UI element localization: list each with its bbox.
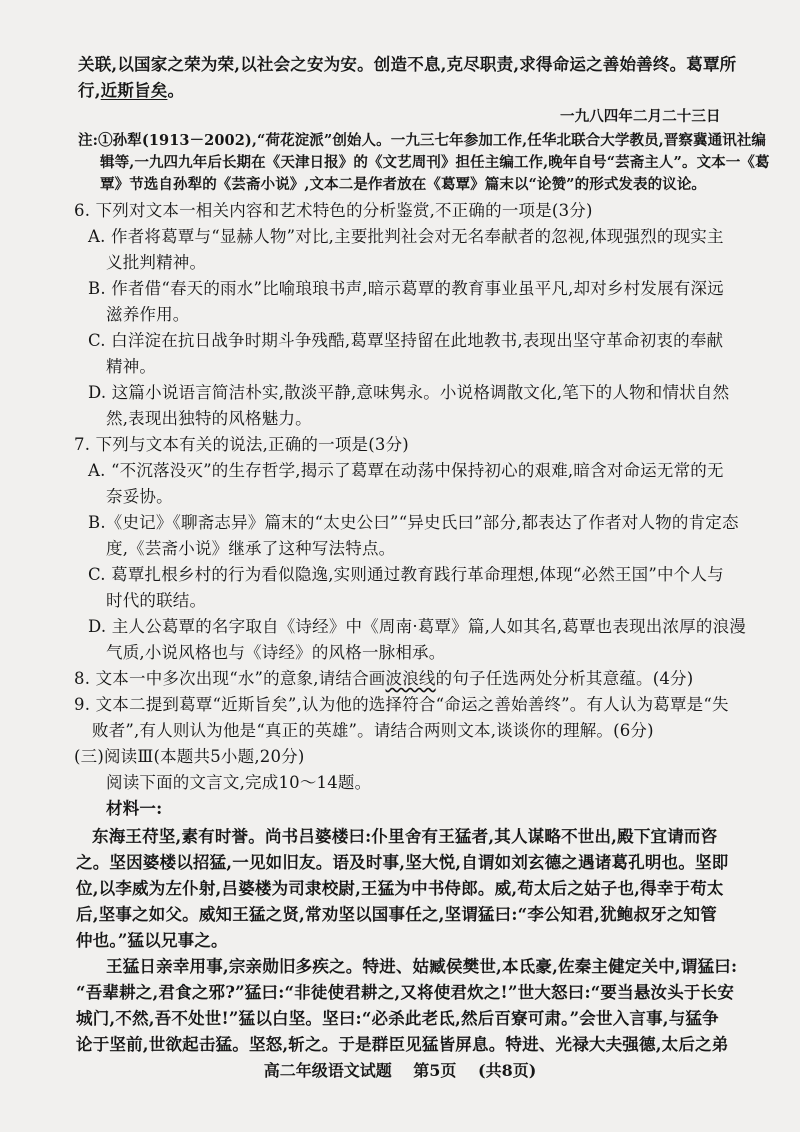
passage-line: 关联,以国家之荣为荣,以社会之安为安。创造不息,克尽职责,求得命运之善始善终。葛覃所 <box>78 55 737 74</box>
footer-title: 高二年级语文试题 <box>263 1061 392 1080</box>
question-9: 9. 文本二提到葛覃“近斯旨矣”,认为他的选择符合“命运之善始善终”。有人认为葛覃是“失 <box>74 695 729 714</box>
underlined-phrase: 近斯旨矣 <box>100 81 168 100</box>
q7-option-c: C. 葛覃扎根乡村的行为看似隐逸,实则通过教育践行革命理想,体现“必然王国”中个人与 <box>88 565 724 584</box>
q8-text: 的句子任选两处分析其意蕴。(4分) <box>435 669 694 688</box>
q6-option-a-cont: 义批判精神。 <box>106 253 207 272</box>
q6-option-b-cont: 滋养作用。 <box>106 305 190 324</box>
question-6-stem: 6. 下列对文本一相关内容和艺术特色的分析鉴赏,不正确的一项是(3分) <box>74 201 593 220</box>
classical-text-line: 位,以李威为左仆射,吕婆楼为司隶校尉,王猛为中书侍郎。威,苟太后之姑子也,得幸于苟太 <box>76 879 724 898</box>
classical-text-line: 论于坚前,世欲起击猛。坚怒,斩之。于是群臣见猛皆屏息。特进、光禄大夫强德,太后之弟 <box>76 1035 729 1054</box>
q7-option-c-cont: 时代的联结。 <box>106 591 207 610</box>
q7-option-b: B.《史记》《聊斋志异》篇末的“太史公曰”“异史氏曰”部分,都表达了作者对人物的肯定态 <box>88 513 739 532</box>
note-line: 覃》节选自孙犁的《芸斋小说》,文本二是作者放在《葛覃》篇末以“论赞”的形式发表的议论。 <box>100 176 707 193</box>
question-8 <box>74 668 693 690</box>
note-line <box>78 130 766 152</box>
q6-option-a: A. 作者将葛覃与“显赫人物”对比,主要批判社会对无名奉献者的忽视,体现强烈的现实主 <box>88 227 724 246</box>
material-label: 材料一: <box>106 799 163 818</box>
q7-option-a-cont: 奈妥协。 <box>106 487 173 506</box>
q7-option-d: D. 主人公葛覃的名字取自《诗经》中《周南·葛覃》篇,人如其名,葛覃也表现出浓厚的浪漫 <box>88 617 746 636</box>
footer-total-pages: (共8页) <box>478 1061 537 1080</box>
classical-text-line: 之。坚因婆楼以招猛,一见如旧友。语及时事,坚大悦,自谓如刘玄德之遇诸葛孔明也。坚即 <box>76 853 729 872</box>
q7-option-b-cont: 度,《芸斋小说》继承了这种写法特点。 <box>106 539 396 558</box>
classical-text-line: 后,坚事之如父。威知王猛之贤,常劝坚以国事任之,坚谓猛曰:“李公知君,犹鲍叔牙之知管 <box>76 905 717 924</box>
wavy-underline-word: 波浪线 <box>385 669 436 688</box>
classical-text-line: “吾辈耕之,君食之邪?”猛曰:“非徒使君耕之,又将使君炊之!”世大怒曰:“要当悬汝头于长安 <box>76 983 735 1002</box>
note-line: 辑等,一九四九年后长期在《天津日报》的《文艺周刊》担任主编工作,晚年自号“芸斋主人”。文本一《葛 <box>100 154 770 171</box>
section-heading: (三)阅读Ⅲ(本题共5小题,20分) <box>74 747 305 766</box>
classical-text-line: 东海王苻坚,素有时誉。尚书吕婆楼曰:仆里舍有王猛者,其人谋略不世出,殿下宜请而咨 <box>92 827 718 846</box>
classical-text-line: 仲也。”猛以兄事之。 <box>76 931 228 950</box>
q8-text: 8. 文本一中多次出现“水”的意象,请结合画 <box>74 669 386 688</box>
q7-option-d-cont: 气质,小说风格也与《诗经》的风格一脉相承。 <box>106 643 446 662</box>
q6-option-c-cont: 精神。 <box>106 357 157 376</box>
passage-date: 一九八四年二月二十三日 <box>560 108 721 125</box>
q6-option-d: D. 这篇小说语言简洁朴实,散淡平静,意味隽永。小说格调散文化,笔下的人物和情状自然 <box>88 383 730 402</box>
classical-text-line: 王猛日亲幸用事,宗亲勋旧多疾之。特进、姑臧侯樊世,本氐豪,佐秦主健定关中,谓猛曰: <box>106 957 738 976</box>
q7-option-a: A. “不沉落没灭”的生存哲学,揭示了葛覃在动荡中保持初心的艰难,暗含对命运无常的无 <box>88 461 724 480</box>
passage-text: 。 <box>167 81 185 100</box>
question-7-stem: 7. 下列与文本有关的说法,正确的一项是(3分) <box>74 435 409 454</box>
footer-page-number: 第5页 <box>413 1061 457 1080</box>
classical-text-line: 城门,不然,吾不处世!”猛以白坚。坚曰:“必杀此老氐,然后百寮可肃。”会世入言事,与猛争 <box>76 1009 719 1028</box>
passage-text: 行, <box>78 81 101 100</box>
q6-option-b: B. 作者借“春天的雨水”比喻琅琅书声,暗示葛覃的教育事业虽平凡,却对乡村发展有深远 <box>88 279 724 298</box>
passage-line <box>78 80 184 102</box>
note-text: ①孙犁(1913－2002),“荷花淀派”创始人。一九三七年参加工作,任华北联合大学教员,晋察冀通讯社编 <box>98 132 767 149</box>
q6-option-c: C. 白洋淀在抗日战争时期斗争残酷,葛覃坚持留在此地教书,表现出坚守革命初衷的奉献 <box>88 331 724 350</box>
section-instruction: 阅读下面的文言文,完成10～14题。 <box>106 773 372 792</box>
note-label: 注: <box>78 132 99 149</box>
q6-option-d-cont: 然,表现出独特的风格魅力。 <box>106 409 312 428</box>
page-footer <box>0 1058 800 1081</box>
question-9-cont: 败者”,有人则认为他是“真正的英雄”。请结合两则文本,谈谈你的理解。(6分) <box>92 721 654 740</box>
